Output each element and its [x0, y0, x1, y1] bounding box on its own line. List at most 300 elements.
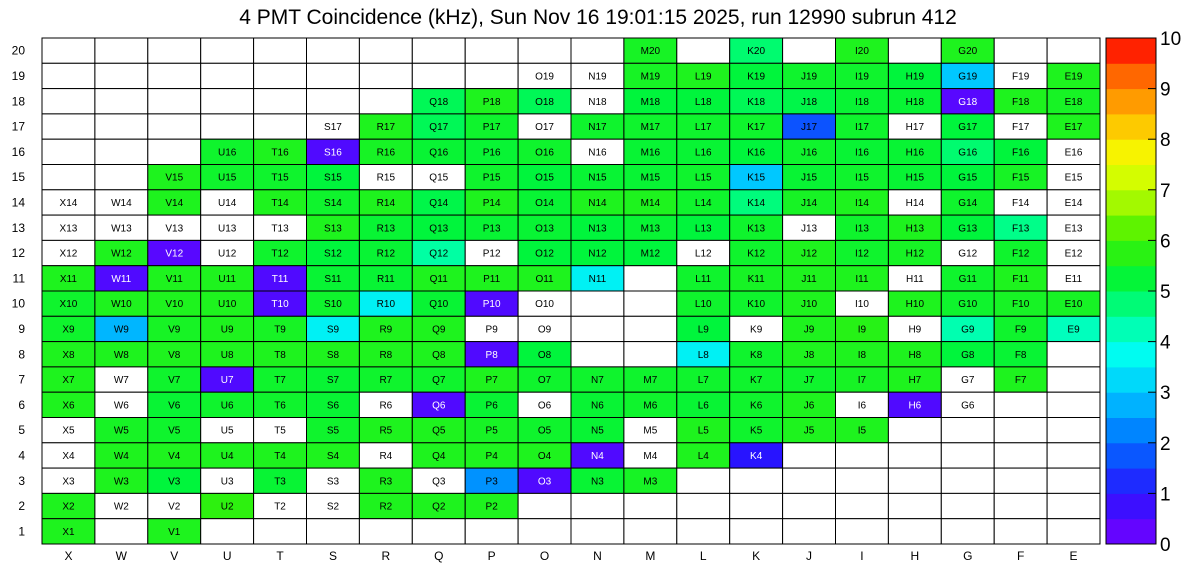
colorbar-tick-label: 4	[1160, 332, 1171, 354]
cell-label-S8: S8	[326, 349, 340, 361]
colorbar-tick-label: 2	[1160, 433, 1171, 455]
chart-title: 4 PMT Coincidence (kHz), Sun Nov 16 19:01:15 2025, run 12990 subrun 412	[239, 6, 957, 29]
cell-label-E18: E18	[1064, 96, 1083, 108]
cell-label-K16: K16	[747, 147, 766, 159]
colorbar-segment	[1106, 367, 1156, 393]
cell-label-V4: V4	[168, 450, 181, 462]
heatmap-cell-U20	[201, 38, 254, 63]
cell-label-P7: P7	[485, 375, 498, 387]
cell-label-T7: T7	[274, 375, 286, 387]
colorbar-tick-label: 5	[1160, 282, 1171, 303]
cell-label-K15: K15	[747, 172, 766, 184]
cell-label-V7: V7	[168, 375, 181, 387]
heatmap-cell-Q19	[412, 63, 465, 88]
heatmap-cell-T19	[254, 63, 307, 88]
cell-label-T10: T10	[271, 299, 289, 311]
cell-label-L13: L13	[694, 223, 712, 235]
heatmap-cell-R18	[359, 89, 412, 114]
heatmap-cell-G1	[941, 519, 994, 544]
x-tick-label: E	[1069, 549, 1078, 563]
cell-label-N17: N17	[588, 122, 607, 134]
cell-label-O19: O19	[535, 71, 555, 83]
cell-label-I17: I17	[854, 122, 869, 134]
heatmap-cell-M1	[624, 519, 677, 544]
x-tick-label: N	[593, 549, 602, 563]
x-tick-label: P	[487, 549, 496, 563]
cell-label-E10: E10	[1064, 299, 1083, 311]
cell-label-R10: R10	[376, 299, 396, 311]
cell-label-O14: O14	[535, 197, 555, 209]
cell-label-I14: I14	[854, 197, 869, 209]
heatmap-cell-X17	[42, 114, 95, 139]
cell-label-P6: P6	[485, 400, 498, 412]
cell-label-T14: T14	[271, 197, 289, 209]
cell-label-U4: U4	[220, 450, 234, 462]
cell-label-G20: G20	[958, 46, 978, 58]
cell-label-U16: U16	[217, 147, 237, 159]
cell-label-F8: F8	[1014, 349, 1027, 361]
heatmap-cell-J1	[783, 519, 836, 544]
heatmap-cell-E1	[1047, 519, 1100, 544]
heatmap-cell-W17	[95, 114, 148, 139]
cell-label-P16: P16	[482, 147, 501, 159]
cell-label-G16: G16	[958, 147, 978, 159]
colorbar-tick-label: 7	[1160, 180, 1171, 202]
heatmap-cell-W20	[95, 38, 148, 63]
cell-label-V5: V5	[168, 425, 181, 437]
colorbar-tick-label: 0	[1160, 535, 1171, 556]
cell-label-H10: H10	[905, 299, 925, 311]
heatmap-cell-Q1	[412, 519, 465, 544]
cell-label-O10: O10	[535, 299, 555, 311]
x-tick-label: W	[115, 549, 128, 563]
y-tick-label: 10	[11, 296, 25, 311]
cell-label-L11: L11	[695, 273, 712, 285]
x-tick-label: K	[752, 549, 761, 563]
colorbar-segment	[1106, 418, 1156, 444]
heatmap-cell-W15	[95, 165, 148, 190]
heatmap-cell-I1	[836, 519, 889, 544]
cell-label-G13: G13	[958, 223, 978, 235]
x-tick-label: V	[170, 549, 179, 563]
cell-label-I20: I20	[854, 46, 869, 58]
cell-label-J5: J5	[803, 425, 815, 437]
colorbar-segment	[1106, 114, 1156, 140]
heatmap-cell-X18	[42, 89, 95, 114]
cell-label-J15: J15	[800, 172, 818, 184]
cell-label-M5: M5	[643, 425, 658, 437]
colorbar-tick-label: 9	[1160, 79, 1171, 101]
cell-label-S5: S5	[326, 425, 340, 437]
cell-label-T16: T16	[271, 147, 289, 159]
heatmap-cell-S1	[307, 519, 360, 544]
cell-label-G7: G7	[961, 375, 975, 387]
cell-label-G19: G19	[958, 71, 978, 83]
cell-label-U7: U7	[220, 375, 234, 387]
cell-label-M18: M18	[640, 96, 661, 108]
cell-label-O12: O12	[535, 248, 555, 260]
heatmap-cell-S19	[307, 63, 360, 88]
heatmap-cell-O1	[518, 519, 571, 544]
cell-label-E14: E14	[1064, 197, 1083, 209]
heatmap-cell-P19	[465, 63, 518, 88]
cell-label-N14: N14	[588, 197, 607, 209]
colorbar-segment	[1106, 89, 1156, 115]
cell-label-S7: S7	[326, 375, 340, 387]
heatmap-cell-S20	[307, 38, 360, 63]
cell-label-S4: S4	[326, 450, 340, 462]
cell-label-O7: O7	[537, 375, 552, 387]
cell-label-F18: F18	[1012, 96, 1030, 108]
cell-label-Q9: Q9	[432, 324, 446, 336]
heatmap-cell-J20	[783, 38, 836, 63]
x-tick-label: I	[860, 549, 864, 563]
cell-label-J7: J7	[803, 375, 815, 387]
x-tick-label: S	[328, 549, 337, 563]
cell-label-P3: P3	[485, 476, 498, 488]
heatmap-cell-O2	[518, 493, 571, 518]
cell-label-P18: P18	[482, 96, 501, 108]
heatmap-cell-P20	[465, 38, 518, 63]
cell-label-J12: J12	[800, 248, 818, 260]
cell-label-K5: K5	[750, 425, 763, 437]
heatmap-cell-J2	[783, 493, 836, 518]
cell-label-R4: R4	[379, 450, 393, 462]
heatmap-cell-H20	[888, 38, 941, 63]
cell-label-H19: H19	[905, 71, 925, 83]
cell-label-T12: T12	[271, 248, 289, 260]
cell-label-W6: W6	[113, 400, 129, 412]
colorbar-segment	[1106, 240, 1156, 266]
cell-label-V11: V11	[165, 273, 183, 285]
cell-label-E17: E17	[1064, 122, 1083, 134]
heatmap-cell-E7	[1047, 367, 1100, 392]
cell-label-W2: W2	[113, 501, 129, 513]
heatmap-cell-X15	[42, 165, 95, 190]
cell-label-P15: P15	[482, 172, 501, 184]
heatmap-cell-V19	[148, 63, 201, 88]
cell-label-L7: L7	[697, 375, 709, 387]
cell-label-K13: K13	[747, 223, 766, 235]
cell-label-N12: N12	[588, 248, 607, 260]
heatmap-cell-X19	[42, 63, 95, 88]
cell-label-H11: H11	[906, 273, 924, 285]
colorbar-segment	[1106, 215, 1156, 241]
cell-label-O9: O9	[537, 324, 552, 336]
cell-label-N13: N13	[588, 223, 607, 235]
y-tick-label: 1	[18, 524, 25, 539]
cell-label-U11: U11	[218, 273, 236, 285]
cell-label-J17: J17	[800, 122, 818, 134]
cell-label-F17: F17	[1012, 122, 1030, 134]
cell-label-T4: T4	[274, 450, 286, 462]
cell-label-W7: W7	[113, 375, 129, 387]
cell-label-V3: V3	[168, 476, 181, 488]
heatmap-cell-W1	[95, 519, 148, 544]
colorbar-segment	[1106, 165, 1156, 191]
cell-label-L19: L19	[694, 71, 712, 83]
cell-label-G15: G15	[958, 172, 978, 184]
cell-label-N15: N15	[588, 172, 607, 184]
cell-label-U13: U13	[217, 223, 237, 235]
heatmap-cell-N1	[571, 519, 624, 544]
cell-label-K7: K7	[750, 375, 763, 387]
cell-label-J19: J19	[800, 71, 818, 83]
x-tick-label: O	[539, 549, 550, 563]
cell-label-H18: H18	[905, 96, 925, 108]
heatmap-cell-L20	[677, 38, 730, 63]
cell-label-W9: W9	[113, 324, 129, 336]
cell-label-Q15: Q15	[429, 172, 449, 184]
cell-label-P9: P9	[485, 324, 498, 336]
cell-label-V15: V15	[165, 172, 184, 184]
cell-label-Q17: Q17	[429, 122, 449, 134]
heatmap-cell-K2	[730, 493, 783, 518]
cell-label-L17: L17	[694, 122, 712, 134]
cell-label-T2: T2	[274, 501, 286, 513]
cell-label-R7: R7	[379, 375, 393, 387]
cell-label-U9: U9	[220, 324, 234, 336]
cell-label-J11: J11	[801, 273, 817, 285]
cell-label-K12: K12	[747, 248, 766, 260]
cell-label-N5: N5	[591, 425, 604, 437]
heatmap-cell-X16	[42, 139, 95, 164]
heatmap-cell-W18	[95, 89, 148, 114]
cell-label-L9: L9	[697, 324, 709, 336]
cell-label-M13: M13	[640, 223, 661, 235]
cell-label-W8: W8	[113, 349, 129, 361]
cell-label-F7: F7	[1014, 375, 1027, 387]
cell-label-U5: U5	[220, 425, 234, 437]
y-tick-label: 12	[11, 246, 25, 261]
cell-label-P10: P10	[482, 299, 501, 311]
cell-label-S12: S12	[324, 248, 342, 260]
cell-label-V13: V13	[165, 223, 184, 235]
cell-label-N7: N7	[591, 375, 604, 387]
cell-label-W5: W5	[113, 425, 129, 437]
cell-label-T13: T13	[271, 223, 289, 235]
heatmap-cell-R20	[359, 38, 412, 63]
cell-label-O17: O17	[535, 122, 555, 134]
cell-label-F16: F16	[1012, 147, 1030, 159]
x-tick-label: Q	[434, 549, 444, 563]
cell-label-S11: S11	[324, 273, 342, 285]
colorbar-segment	[1106, 468, 1156, 494]
heatmap-cell-E8	[1047, 342, 1100, 367]
cell-label-K9: K9	[750, 324, 763, 336]
cell-label-P4: P4	[485, 450, 498, 462]
heatmap-cell-N20	[571, 38, 624, 63]
cell-label-T3: T3	[274, 476, 286, 488]
cell-label-G8: G8	[961, 349, 975, 361]
y-tick-label: 11	[12, 271, 25, 286]
cell-label-M19: M19	[640, 71, 661, 83]
heatmap-cell-E3	[1047, 468, 1100, 493]
cell-label-Q12: Q12	[429, 248, 449, 260]
cell-label-W10: W10	[111, 299, 132, 311]
cell-label-H16: H16	[905, 147, 925, 159]
cell-label-L5: L5	[697, 425, 709, 437]
cell-label-E19: E19	[1064, 71, 1083, 83]
cell-label-K4: K4	[750, 450, 763, 462]
cell-label-M7: M7	[643, 375, 658, 387]
cell-label-P12: P12	[482, 248, 501, 260]
cell-label-M14: M14	[640, 197, 661, 209]
cell-label-P8: P8	[485, 349, 498, 361]
cell-label-M20: M20	[640, 46, 661, 58]
heatmap-cell-U19	[201, 63, 254, 88]
heatmap-cell-I3	[836, 468, 889, 493]
cell-label-S16: S16	[324, 147, 342, 159]
cell-label-E16: E16	[1064, 147, 1083, 159]
colorbar-segment	[1106, 190, 1156, 216]
cell-label-Q2: Q2	[432, 501, 446, 513]
heatmap-cell-E4	[1047, 443, 1100, 468]
cell-label-O4: O4	[537, 450, 552, 462]
cell-label-L8: L8	[697, 349, 709, 361]
heatmap-cell-E20	[1047, 38, 1100, 63]
cell-label-V12: V12	[165, 248, 184, 260]
cell-label-Q14: Q14	[429, 197, 449, 209]
heatmap-cell-E6	[1047, 392, 1100, 417]
cell-label-O5: O5	[537, 425, 552, 437]
heatmap-cell-F1	[994, 519, 1047, 544]
heatmap-cell-V20	[148, 38, 201, 63]
colorbar-tick-label: 3	[1160, 383, 1171, 405]
cell-label-F15: F15	[1012, 172, 1030, 184]
cell-label-U14: U14	[217, 197, 237, 209]
heatmap-cell-H2	[888, 493, 941, 518]
cell-label-E11: E11	[1065, 273, 1083, 285]
heatmap-cell-U1	[201, 519, 254, 544]
cell-label-O6: O6	[537, 400, 552, 412]
heatmap-cell-G4	[941, 443, 994, 468]
cell-label-K6: K6	[750, 400, 763, 412]
heatmap-cell-H1	[888, 519, 941, 544]
heatmap-cell-X20	[42, 38, 95, 63]
heatmap-cell-V17	[148, 114, 201, 139]
cell-label-J10: J10	[800, 299, 818, 311]
cell-label-X2: X2	[62, 501, 75, 513]
heatmap-cell-W19	[95, 63, 148, 88]
cell-label-R13: R13	[376, 223, 396, 235]
cell-label-P17: P17	[482, 122, 501, 134]
cell-label-R17: R17	[376, 122, 396, 134]
cell-label-H7: H7	[908, 375, 922, 387]
heatmap-cell-K1	[730, 519, 783, 544]
heatmap-cell-Q20	[412, 38, 465, 63]
cell-label-S9: S9	[326, 324, 340, 336]
heatmap-cell-F6	[994, 392, 1047, 417]
cell-label-G12: G12	[958, 248, 978, 260]
heatmap-cell-W16	[95, 139, 148, 164]
cell-label-L16: L16	[694, 147, 712, 159]
cell-label-P2: P2	[485, 501, 498, 513]
y-tick-label: 2	[18, 499, 25, 514]
cell-label-N3: N3	[591, 476, 604, 488]
cell-label-K11: K11	[747, 273, 765, 285]
heatmap-cell-K3	[730, 468, 783, 493]
cell-label-H6: H6	[908, 400, 922, 412]
heatmap-cell-N8	[571, 342, 624, 367]
cell-label-Q11: Q11	[429, 273, 448, 285]
heatmap-cell-I4	[836, 443, 889, 468]
cell-label-R15: R15	[376, 172, 396, 184]
cell-label-F19: F19	[1012, 71, 1030, 83]
cell-label-X1: X1	[62, 526, 75, 538]
colorbar-tick-label: 1	[1160, 484, 1171, 506]
cell-label-S10: S10	[324, 299, 342, 311]
heatmap-cell-H3	[888, 468, 941, 493]
colorbar-segment	[1106, 291, 1156, 317]
colorbar-segment	[1106, 443, 1156, 469]
cell-label-T9: T9	[274, 324, 286, 336]
cell-label-G18: G18	[958, 96, 978, 108]
cell-label-U12: U12	[217, 248, 237, 260]
cell-label-G11: G11	[958, 273, 977, 285]
cell-label-U10: U10	[217, 299, 237, 311]
cell-label-Q16: Q16	[429, 147, 449, 159]
heatmap-cell-T1	[254, 519, 307, 544]
cell-label-I15: I15	[854, 172, 869, 184]
cell-label-X4: X4	[62, 450, 75, 462]
cell-label-W12: W12	[111, 248, 132, 260]
cell-label-X11: X11	[59, 273, 77, 285]
cell-label-T11: T11	[271, 273, 289, 285]
y-tick-label: 18	[11, 94, 25, 109]
heatmap-cell-H4	[888, 443, 941, 468]
y-tick-label: 5	[18, 423, 25, 438]
cell-label-F9: F9	[1014, 324, 1027, 336]
cell-label-E13: E13	[1064, 223, 1083, 235]
colorbar-segment	[1106, 392, 1156, 418]
y-tick-label: 7	[18, 372, 25, 387]
colorbar-segment	[1106, 266, 1156, 292]
heatmap-cell-F3	[994, 468, 1047, 493]
cell-label-Q18: Q18	[429, 96, 449, 108]
cell-label-M16: M16	[640, 147, 661, 159]
cell-label-R14: R14	[376, 197, 396, 209]
cell-label-R5: R5	[379, 425, 393, 437]
cell-label-Q7: Q7	[432, 375, 446, 387]
y-tick-label: 8	[18, 347, 25, 362]
cell-label-J8: J8	[803, 349, 815, 361]
cell-label-O3: O3	[537, 476, 552, 488]
cell-label-N18: N18	[588, 96, 607, 108]
y-tick-label: 17	[11, 119, 25, 134]
cell-label-M6: M6	[643, 400, 658, 412]
cell-label-S3: S3	[326, 476, 340, 488]
colorbar-segment	[1106, 519, 1156, 545]
cell-label-L12: L12	[694, 248, 712, 260]
cell-label-V6: V6	[168, 400, 181, 412]
colorbar-tick-label: 6	[1160, 231, 1171, 253]
heatmap-cell-O20	[518, 38, 571, 63]
heatmap-cell-G3	[941, 468, 994, 493]
cell-label-P5: P5	[485, 425, 498, 437]
cell-label-K20: K20	[747, 46, 766, 58]
heatmap-cell-M11	[624, 266, 677, 291]
cell-label-I11: I11	[855, 273, 869, 285]
cell-label-W13: W13	[111, 223, 132, 235]
heatmap-cell-L3	[677, 468, 730, 493]
cell-label-N16: N16	[588, 147, 607, 159]
cell-label-X3: X3	[62, 476, 75, 488]
cell-label-P11: P11	[483, 273, 501, 285]
cell-label-H9: H9	[908, 324, 922, 336]
y-tick-label: 20	[11, 43, 25, 58]
cell-label-K14: K14	[747, 197, 766, 209]
